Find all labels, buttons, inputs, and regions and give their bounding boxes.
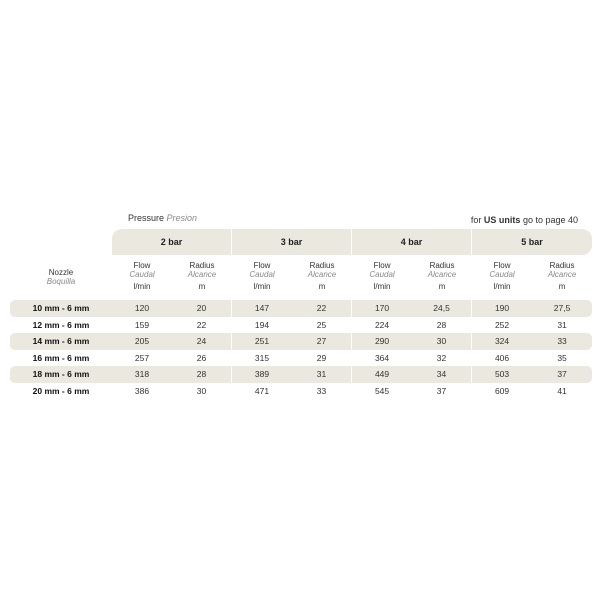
radius-value-cell: 37 [412, 383, 472, 400]
flow-header-unit: l/min [373, 282, 391, 291]
flow-value-cell: 252 [494, 319, 510, 330]
radius-column-header [532, 255, 592, 300]
radius-value-cell: 24 [172, 333, 232, 350]
radius-value-cell: 28 [172, 366, 232, 383]
flow-header-es: Caudal [129, 270, 155, 279]
radius-value-cell: 37 [532, 366, 592, 383]
flow-header-unit: l/min [133, 282, 151, 291]
pressure-header-5bar: 5 bar [472, 229, 592, 255]
radius-value-cell: 22 [172, 317, 232, 334]
table-row [10, 350, 592, 367]
radius-value-cell: 28 [412, 317, 472, 334]
radius-header-unit: m [558, 282, 566, 291]
flow-value-cell: 318 [112, 366, 172, 383]
radius-column-header [172, 255, 232, 300]
radius-value-cell: 35 [557, 352, 567, 363]
pressure-label-es: Presion [166, 213, 198, 223]
table-row [10, 383, 592, 400]
pressure-header-3bar: 3 bar [232, 229, 352, 255]
radius-header-es: Alcance [427, 270, 457, 279]
flow-value-cell: 159 [134, 319, 150, 330]
flow-column-header [352, 255, 412, 300]
flow-value-cell: 386 [134, 385, 150, 396]
radius-value-cell: 31 [557, 319, 567, 330]
radius-header-unit: m [318, 282, 326, 291]
radius-column-header [412, 255, 472, 300]
corner-cell [10, 229, 112, 255]
flow-column-header [232, 255, 292, 300]
flow-header-en: Flow [253, 261, 271, 270]
flow-value-cell: 364 [374, 352, 390, 363]
radius-value-cell: 33 [532, 333, 592, 350]
radius-value-cell: 30 [412, 333, 472, 350]
radius-value-cell: 26 [172, 350, 232, 367]
flow-header-es: Caudal [369, 270, 395, 279]
radius-value-cell: 34 [412, 366, 472, 383]
radius-value-cell: 31 [292, 366, 352, 383]
flow-header-en: Flow [373, 261, 391, 270]
pressure-header-2bar: 2 bar [112, 229, 232, 255]
flow-value-cell: 315 [254, 352, 270, 363]
us-units-note [471, 215, 578, 225]
flow-value-cell: 205 [112, 333, 172, 350]
radius-value-cell: 29 [292, 350, 352, 367]
radius-header-es: Alcance [187, 270, 217, 279]
flow-value-cell: 190 [472, 300, 532, 317]
nozzle-size-cell: 10 mm - 6 mm [10, 300, 112, 317]
radius-value-cell: 20 [172, 300, 232, 317]
radius-column-header [292, 255, 352, 300]
radius-header-en: Radius [189, 261, 215, 270]
flow-header-en: Flow [493, 261, 511, 270]
flow-value-cell: 406 [494, 352, 510, 363]
nozzle-header-es: Boquilla [46, 277, 76, 286]
radius-header-unit: m [198, 282, 206, 291]
flow-value-cell: 609 [494, 385, 510, 396]
flow-value-cell: 224 [374, 319, 390, 330]
nozzle-size-cell: 12 mm - 6 mm [32, 319, 90, 330]
radius-value-cell: 32 [412, 350, 472, 367]
flow-value-cell: 449 [352, 366, 412, 383]
nozzle-size-cell: 14 mm - 6 mm [10, 333, 112, 350]
radius-header-es: Alcance [307, 270, 337, 279]
pressure-label [128, 213, 197, 223]
radius-header-en: Radius [549, 261, 575, 270]
pressure-label-en: Pressure [128, 213, 165, 223]
table-row [10, 300, 592, 317]
flow-column-header [112, 255, 172, 300]
radius-value-cell: 30 [172, 383, 232, 400]
nozzle-performance-table [10, 229, 592, 399]
flow-header-unit: l/min [493, 282, 511, 291]
nozzle-size-cell: 20 mm - 6 mm [32, 385, 90, 396]
table-row [10, 333, 592, 350]
flow-value-cell: 324 [472, 333, 532, 350]
flow-value-cell: 471 [254, 385, 270, 396]
radius-value-cell: 24,5 [412, 300, 472, 317]
flow-value-cell: 194 [254, 319, 270, 330]
radius-value-cell: 27,5 [532, 300, 592, 317]
pressure-header-4bar: 4 bar [352, 229, 472, 255]
radius-value-cell: 33 [292, 383, 352, 400]
flow-header-en: Flow [133, 261, 151, 270]
radius-header-en: Radius [429, 261, 455, 270]
flow-header-unit: l/min [253, 282, 271, 291]
radius-value-cell: 25 [292, 317, 352, 334]
flow-header-es: Caudal [489, 270, 515, 279]
table-row [10, 366, 592, 383]
nozzle-size-cell: 16 mm - 6 mm [32, 352, 90, 363]
flow-value-cell: 389 [232, 366, 292, 383]
radius-value-cell: 41 [557, 385, 567, 396]
flow-value-cell: 170 [352, 300, 412, 317]
flow-value-cell: 257 [134, 352, 150, 363]
us-note-suffix: go to page 40 [522, 215, 578, 225]
flow-header-es: Caudal [249, 270, 275, 279]
radius-header-unit: m [438, 282, 446, 291]
flow-value-cell: 147 [232, 300, 292, 317]
nozzle-column-header [10, 255, 112, 300]
radius-value-cell: 22 [292, 300, 352, 317]
flow-column-header [472, 255, 532, 300]
radius-header-es: Alcance [547, 270, 577, 279]
nozzle-header-en: Nozzle [48, 268, 74, 277]
flow-value-cell: 251 [232, 333, 292, 350]
flow-value-cell: 120 [112, 300, 172, 317]
table-row [10, 317, 592, 334]
flow-value-cell: 545 [374, 385, 390, 396]
us-note-bold: US units [483, 215, 521, 225]
us-note-prefix: for [470, 215, 482, 225]
nozzle-size-cell: 18 mm - 6 mm [10, 366, 112, 383]
radius-value-cell: 27 [292, 333, 352, 350]
flow-value-cell: 290 [352, 333, 412, 350]
flow-value-cell: 503 [472, 366, 532, 383]
radius-header-en: Radius [309, 261, 335, 270]
